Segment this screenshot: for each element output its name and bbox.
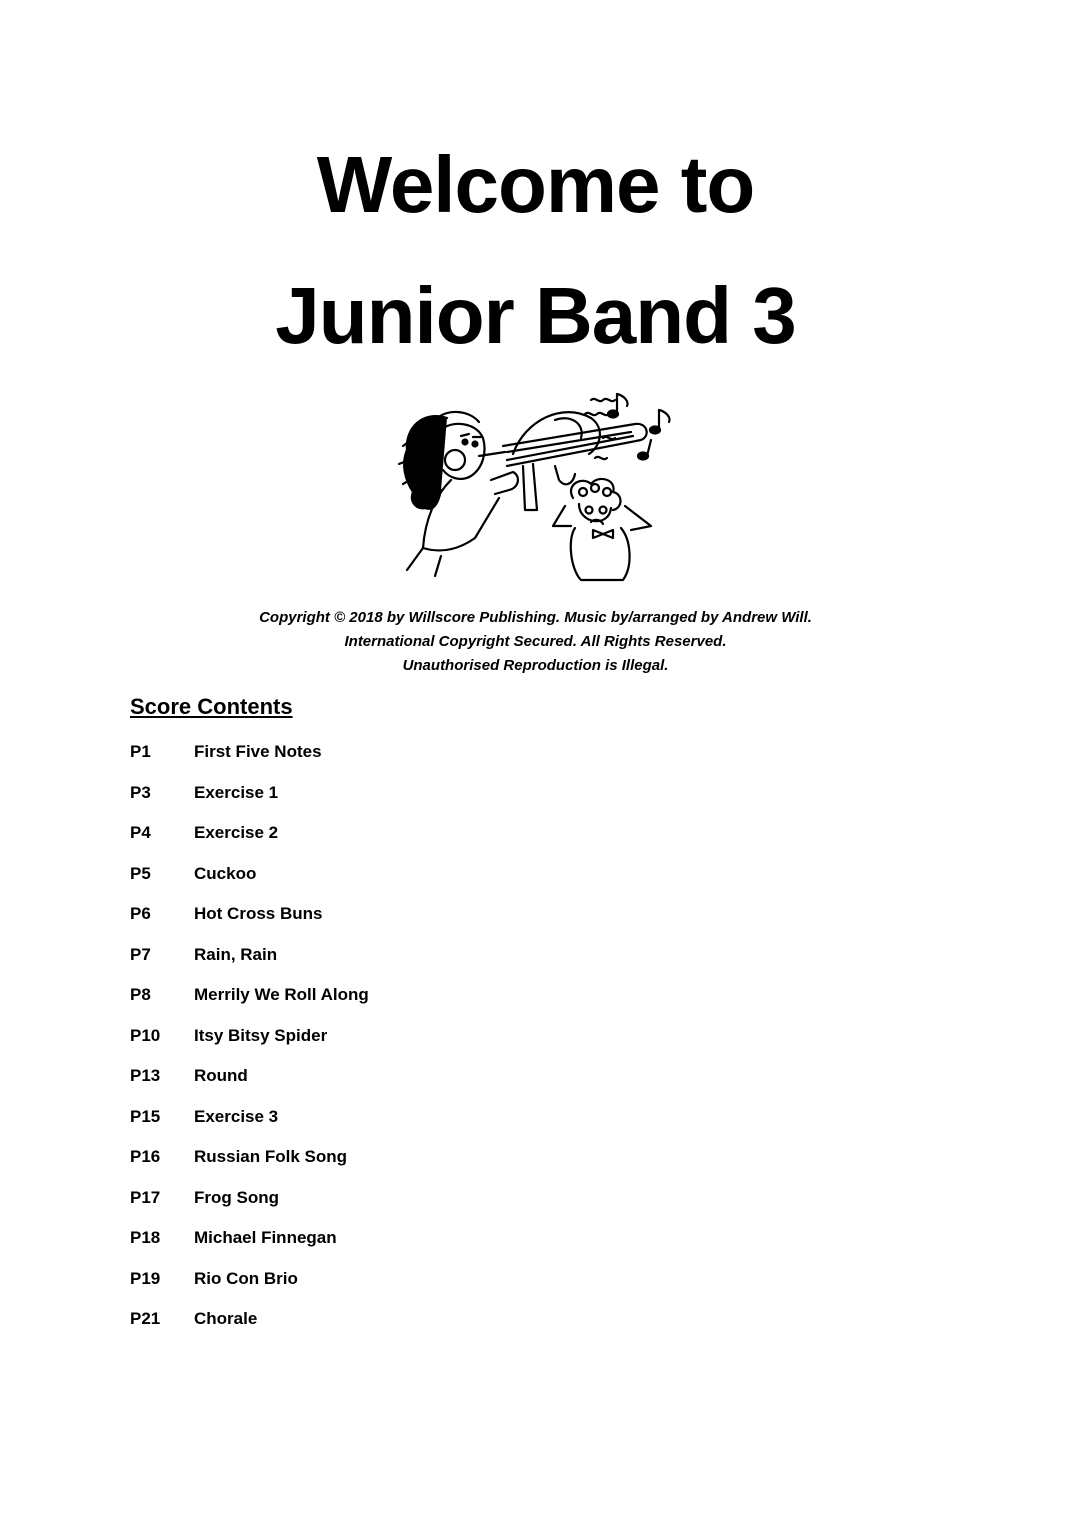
page-number: P13	[130, 1066, 161, 1085]
list-item	[130, 1064, 369, 1105]
piece-title: Michael Finnegan	[194, 1228, 337, 1247]
page-number: P8	[130, 985, 151, 1004]
piece-title: Rain, Rain	[194, 944, 278, 964]
page-number: P21	[130, 1309, 161, 1328]
page-number: P16	[130, 1147, 161, 1166]
list-item	[130, 1186, 369, 1227]
piece-title: First Five Notes	[194, 742, 322, 761]
list-item	[130, 740, 369, 781]
page-number: P5	[130, 863, 151, 883]
page-number: P18	[130, 1228, 161, 1247]
list-item	[130, 1267, 369, 1308]
piece-title: Russian Folk Song	[194, 1147, 348, 1166]
piece-title: Exercise 2	[194, 823, 279, 842]
page-number: P3	[130, 782, 151, 802]
piece-title: Hot Cross Buns	[194, 904, 323, 923]
score-contents-list	[130, 740, 369, 1348]
list-item	[130, 943, 369, 984]
piece-title: Chorale	[194, 1309, 258, 1328]
copyright-line-2: International Copyright Secured. All Rights Reserved.	[344, 633, 727, 650]
copyright-line-1: Copyright © 2018 by Willscore Publishing. Music by/arranged by Andrew Will.	[259, 609, 812, 626]
copyright-notice	[0, 606, 1071, 678]
list-item	[130, 1105, 369, 1146]
piece-title: Round	[194, 1066, 248, 1085]
page-number: P6	[130, 904, 151, 923]
page-number: P17	[130, 1187, 161, 1207]
page-number: P15	[130, 1106, 161, 1126]
copyright-line-3: Unauthorised Reproduction is Illegal.	[402, 657, 669, 674]
piece-title: Merrily We Roll Along	[194, 985, 369, 1004]
list-item	[130, 902, 369, 943]
list-item	[130, 1145, 369, 1186]
list-item	[130, 1226, 369, 1267]
page-number: P7	[130, 944, 151, 964]
piece-title: Cuckoo	[194, 863, 257, 883]
page-number: P1	[130, 742, 151, 761]
piece-title: Exercise 3	[194, 1106, 279, 1126]
piece-title: Exercise 1	[194, 782, 279, 802]
page-number: P4	[130, 823, 151, 842]
list-item	[130, 821, 369, 862]
list-item	[130, 983, 369, 1024]
list-item	[130, 1024, 369, 1065]
title-line-1: Welcome to	[316, 140, 755, 229]
page-number: P19	[130, 1268, 161, 1288]
piece-title: Frog Song	[194, 1187, 279, 1207]
piece-title: Itsy Bitsy Spider	[194, 1025, 328, 1045]
score-contents-heading: Score Contents	[130, 694, 293, 719]
piece-title: Rio Con Brio	[194, 1268, 298, 1288]
list-item	[130, 1307, 369, 1348]
list-item	[130, 781, 369, 822]
title-line-2: Junior Band 3	[275, 271, 796, 360]
list-item	[130, 862, 369, 903]
page-number: P10	[130, 1025, 161, 1045]
trombone-player-cartoon-icon	[395, 380, 680, 585]
